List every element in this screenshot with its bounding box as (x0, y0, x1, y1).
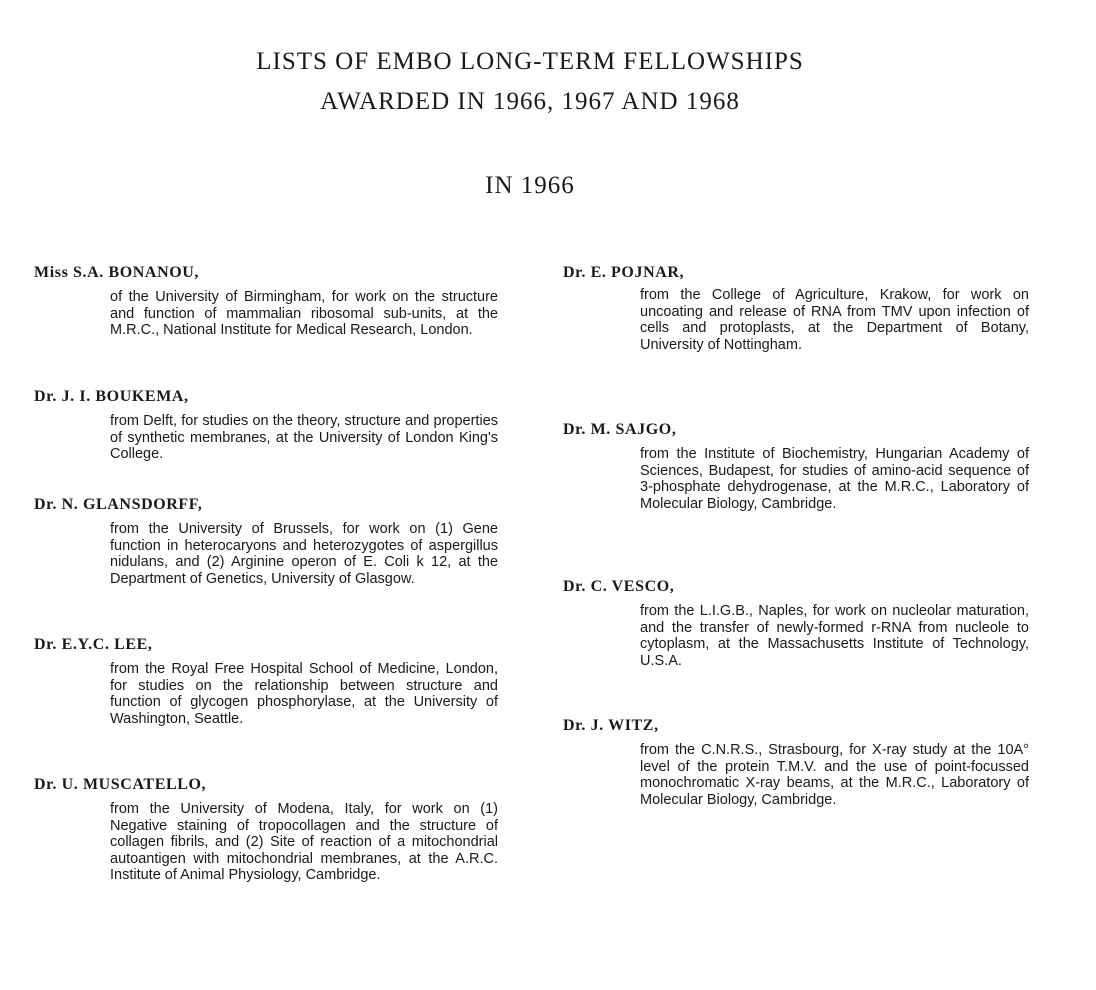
fellow-description: from the Royal Free Hospital School of Medicine, London, for studies on the relationship between structure and function of glycogen phosphorylase, at the University of Washington, Seattle. (110, 661, 498, 727)
fellow-name: Miss S.A. BONANOU, (34, 264, 200, 281)
fellow-name: Dr. E.Y.C. LEE, (34, 636, 153, 653)
fellowship-entry-sajgo (563, 421, 1029, 512)
fellow-name: Dr. U. MUSCATELLO, (34, 776, 207, 793)
document-title-line-2: AWARDED IN 1966, 1967 AND 1968 (320, 88, 740, 115)
fellow-name: Dr. M. SAJGO, (563, 421, 677, 438)
fellow-name: Dr. J. WITZ, (563, 717, 659, 734)
fellowship-entry-vesco (563, 578, 1029, 669)
fellowship-entry-lee (34, 636, 498, 727)
fellow-description: from the Institute of Biochemistry, Hungarian Academy of Sciences, Budapest, for studies of amino-acid sequence of 3-phosphate dehydrogenase, at the M.R.C., Laboratory of Molecular Biology, Cambridge. (640, 446, 1029, 512)
fellowship-entry-boukema (34, 388, 498, 463)
fellow-name: Dr. E. POJNAR, (563, 264, 685, 281)
fellow-description: from the University of Modena, Italy, for work on (1) Negative staining of tropocollagen and the structure of collagen fibrils, and (2) Site of reaction of a mitochondrial autoantigen with mitochondrial membranes, at the A.R.C. Institute of Animal Physiology, Cambridge. (110, 801, 498, 884)
document-title-line-1: LISTS OF EMBO LONG-TERM FELLOWSHIPS (256, 48, 804, 75)
fellow-description: from Delft, for studies on the theory, structure and properties of synthetic membranes, at the University of London King's College. (110, 413, 498, 463)
fellow-description: of the University of Birmingham, for work on the structure and function of mammalian ribosomal sub-units, at the M.R.C., National Institute for Medical Research, London. (110, 289, 498, 339)
fellowship-entry-pojnar (563, 264, 1029, 353)
fellowship-entry-bonanou (34, 264, 498, 339)
fellow-name: Dr. C. VESCO, (563, 578, 675, 595)
fellow-description: from the College of Agriculture, Krakow, for work on uncoating and release of RNA from TMV upon infection of cells and protoplasts, at the Department of Botany, University of Nottingham. (640, 287, 1029, 353)
fellowship-entry-glansdorff (34, 496, 498, 587)
year-heading: IN 1966 (485, 172, 575, 199)
fellow-description: from the C.N.R.S., Strasbourg, for X-ray study at the 10A° level of the protein T.M.V. and the use of point-focussed monochromatic X-ray beams, at the M.R.C., Laboratory of Molecular Biology, Cambridge. (640, 742, 1029, 808)
fellowship-entry-muscatello (34, 776, 498, 884)
fellow-name: Dr. N. GLANSDORFF, (34, 496, 203, 513)
fellow-description: from the L.I.G.B., Naples, for work on nucleolar maturation, and the transfer of newly-formed r-RNA from nucleole to cytoplasm, at the Massachusetts Institute of Technology, U.S.A. (640, 603, 1029, 669)
fellow-description: from the University of Brussels, for work on (1) Gene function in heterocaryons and heterozygotes of aspergillus nidulans, and (2) Arginine operon of E. Coli k 12, at the Department of Genetics, University of Glasgow. (110, 521, 498, 587)
fellowship-entry-witz (563, 717, 1029, 808)
fellow-name: Dr. J. I. BOUKEMA, (34, 388, 189, 405)
